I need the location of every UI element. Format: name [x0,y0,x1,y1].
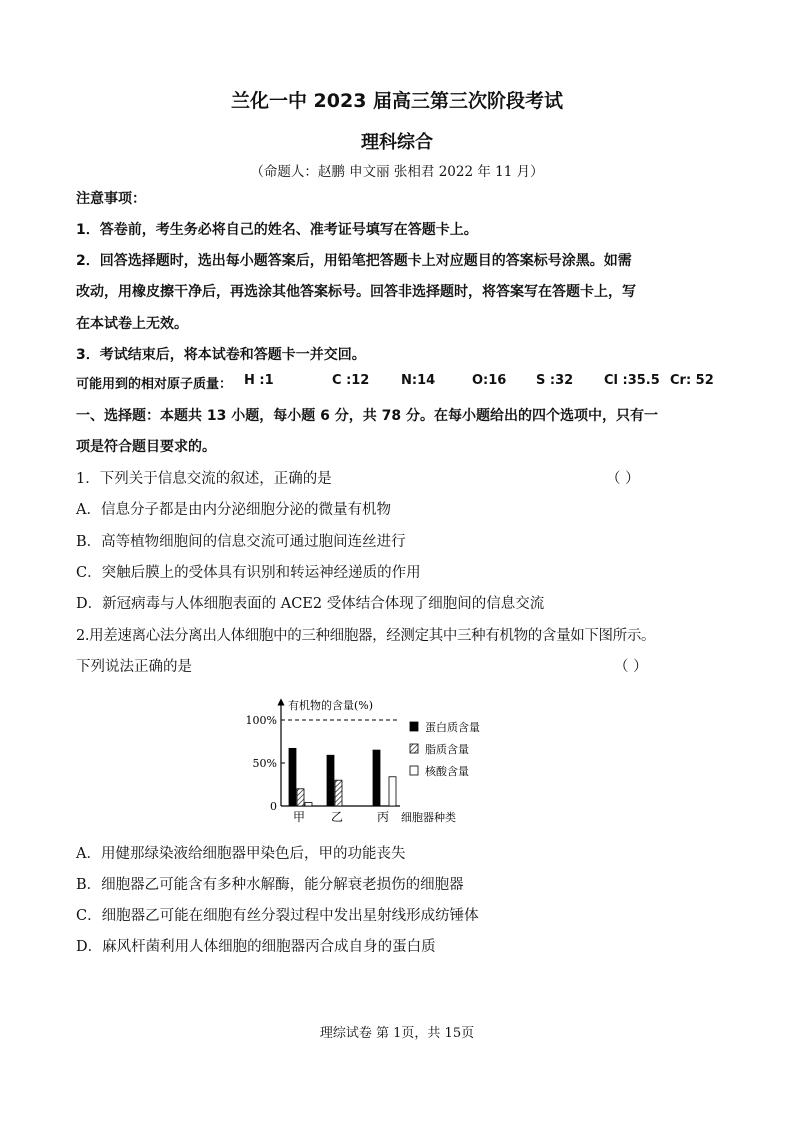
atomic-mass-item: Cl :35.5 [604,373,660,388]
q1-answer-paren: （ ） [606,471,640,487]
bar-甲-核酸含量 [305,803,312,806]
notice-item-3: 3．考试结束后，将本试卷和答题卡一并交回。 [76,347,366,363]
notice-heading: 注意事项： [76,191,146,207]
exam-subtitle: 理科综合 [361,132,433,153]
x-axis-label: 细胞器种类 [401,811,456,824]
q2-option-c: C．细胞器乙可能在细胞有丝分裂过程中发出星射线形成纺锤体 [76,908,479,924]
x-tick-label: 丙 [376,810,390,824]
atomic-masses-line [76,373,718,393]
q1-stem: 1．下列关于信息交流的叙述，正确的是 [76,471,332,487]
atomic-mass-item: Cr: 52 [670,373,714,388]
notice-item-2-line-2: 改动，用橡皮擦干净后，再选涂其他答案标号。回答非选择题时，将答案写在答题卡上，写 [76,284,636,300]
q2-stem-line-2: 下列说法正确的是 [76,659,192,675]
q2-answer-paren: （ ） [614,659,648,675]
legend-swatch [410,766,418,775]
organelle-content-chart [245,694,520,828]
q1-option-d: D．新冠病毒与人体细胞表面的 ACE2 受体结合体现了细胞间的信息交流 [76,596,545,612]
notice-item-2-line-1: 2．回答选择题时，选出每小题答案后，用铅笔把答题卡上对应题目的答案标号涂黑。如需 [76,253,632,269]
bar-乙-脂质含量 [335,780,342,806]
q1-option-b: B．高等植物细胞间的信息交流可通过胞间连丝进行 [76,534,406,550]
legend-swatch [410,722,418,731]
bar-乙-蛋白质含量 [327,755,334,806]
x-tick-label: 甲 [292,810,306,824]
atomic-mass-item: H :1 [244,373,274,388]
bar-甲-蛋白质含量 [289,748,296,806]
page-footer: 理综试卷 第 1页，共 15页 [319,1026,475,1041]
y-tick-label: 100% [245,714,277,727]
bar-丙-核酸含量 [389,777,396,806]
exam-authors: （命题人：赵鹏 申文丽 张相君 2022 年 11 月） [250,164,544,180]
legend-swatch [410,744,418,753]
atomic-mass-item: N:14 [401,373,436,388]
atomic-masses-label: 可能用到的相对原子质量： [76,377,233,392]
q1-option-c: C．突触后膜上的受体具有识别和转运神经递质的作用 [76,565,421,581]
q2-stem-line-1: 2.用差速离心法分离出人体细胞中的三种细胞器，经测定其中三种有机物的含量如下图所示。 [76,628,656,644]
q2-option-b: B．细胞器乙可能含有多种水解酶，能分解衰老损伤的细胞器 [76,877,464,893]
y-tick-label: 0 [270,800,277,813]
legend-label: 蛋白质含量 [425,721,480,734]
q2-option-a: A．用健那绿染液给细胞器甲染色后，甲的功能丧失 [76,846,406,862]
notice-item-1: 1．答卷前，考生务必将自己的姓名、准考证号填写在答题卡上。 [76,222,478,238]
section-heading-line-2: 项是符合题目要求的。 [76,439,216,455]
notice-item-2-line-3: 在本试卷上无效。 [76,316,188,332]
atomic-mass-item: S :32 [536,373,574,388]
legend-label: 脂质含量 [425,743,469,756]
q2-option-d: D．麻风杆菌利用人体细胞的细胞器丙合成自身的蛋白质 [76,939,436,955]
y-axis-label: 有机物的含量(%) [288,699,374,712]
legend-label: 核酸含量 [425,765,469,778]
y-tick-label: 50% [252,757,277,770]
atomic-mass-item: O:16 [472,373,507,388]
q1-option-a: A．信息分子都是由内分泌细胞分泌的微量有机物 [76,502,391,518]
atomic-mass-item: C :12 [332,373,370,388]
exam-title: 兰化一中 2023 届高三第三次阶段考试 [230,90,564,112]
bar-丙-蛋白质含量 [373,750,380,806]
section-heading-line-1: 一、选择题：本题共 13 小题，每小题 6 分，共 78 分。在每小题给出的四个选项中，只有一 [76,408,658,424]
bar-甲-脂质含量 [297,789,304,806]
x-tick-label: 乙 [330,810,344,824]
